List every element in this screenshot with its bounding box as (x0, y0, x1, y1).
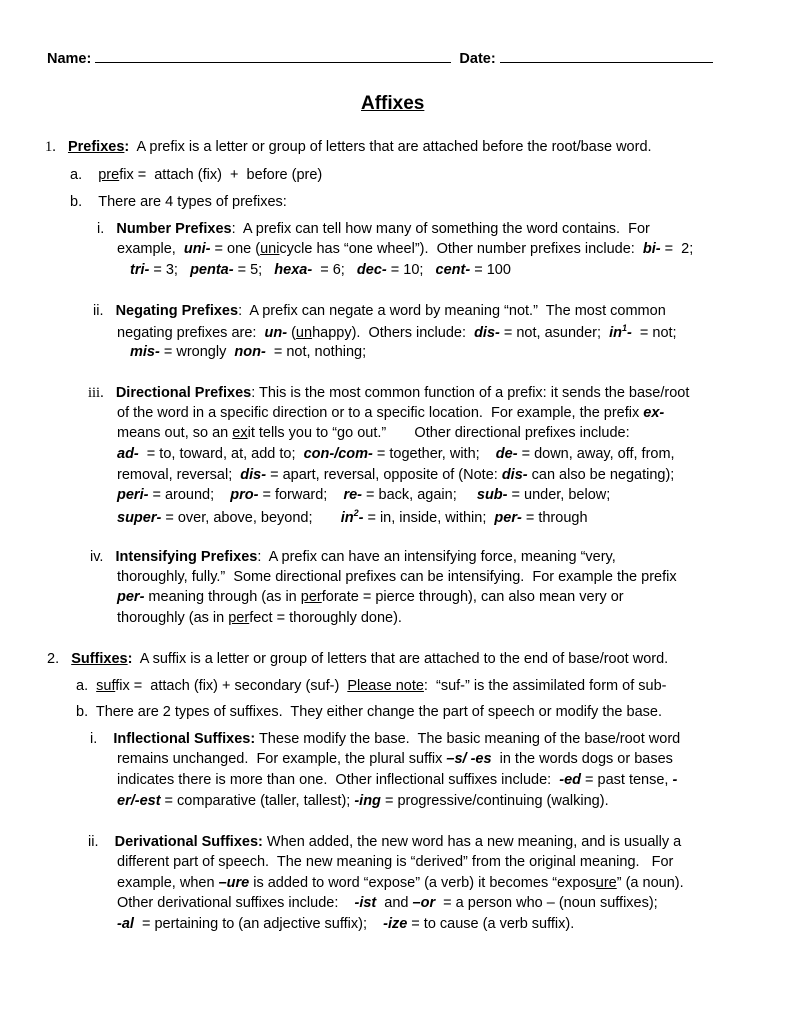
list-item: iv. Intensifying Prefixes: A prefix can have an intensifying force, meaning “very, (90, 549, 616, 565)
paragraph-line: er/-est = comparative (taller, tallest); -ing = progressive/continuing (walking). (117, 793, 609, 809)
list-item: a. suffix = attach (fix) + secondary (suf-) Please note: “suf-” is the assimilated form of sub- (76, 678, 667, 694)
paragraph-line: mis- = wrongly non- = not, nothing; (130, 344, 367, 360)
name-blank-line[interactable] (95, 48, 451, 63)
list-item: ii. Derivational Suffixes: When added, the new word has a new meaning, and is usually a (88, 834, 682, 850)
date-label: Date: (459, 51, 496, 67)
list-item: ii. Negating Prefixes: A prefix can negate a word by meaning “not.” The most common (93, 303, 666, 319)
list-item: a. prefix = attach (fix) + before (pre) (70, 167, 323, 183)
section-1-heading: 1. Prefixes: A prefix is a letter or group of letters that are attached before the root/base word. (45, 139, 652, 155)
list-item: iii. Directional Prefixes: This is the most common function of a prefix: it sends the base/root (88, 385, 690, 401)
paragraph-line: negating prefixes are: un- (unhappy). Others include: dis- = not, asunder; $in^1-$ = not; (117, 323, 677, 341)
list-item: b. There are 2 types of suffixes. They either change the part of speech or modify the base. (76, 704, 662, 720)
paragraph-line: thoroughly, fully.” Some directional prefixes can be intensifying. For example the prefix (117, 569, 677, 585)
paragraph-line: removal, reversal; dis- = apart, reversal, opposite of (Note: dis- can also be negating); (117, 467, 675, 483)
paragraph-line: of the word in a specific direction or to a specific location. For example, the prefix ex- (117, 405, 665, 421)
paragraph-line: thoroughly (as in perfect = thoroughly done). (117, 610, 402, 626)
list-item: i. Inflectional Suffixes: These modify the base. The basic meaning of the base/root word (90, 731, 681, 747)
paragraph-line: peri- = around; pro- = forward; re- = back, again; sub- = under, below; (117, 487, 611, 503)
paragraph-line: ad- = to, toward, at, add to; con-/com- = together, with; de- = down, away, off, from, (117, 446, 675, 462)
paragraph-line: -al = pertaining to (an adjective suffix); -ize = to cause (a verb suffix). (117, 916, 575, 932)
list-item: b. There are 4 types of prefixes: (70, 194, 287, 210)
paragraph-line: different part of speech. The new meaning is “derived” from the original meaning. For (117, 854, 674, 870)
page-title: Affixes (361, 93, 425, 114)
list-item: i. Number Prefixes: A prefix can tell how many of something the word contains. For (97, 221, 650, 237)
date-blank-line[interactable] (500, 48, 713, 63)
paragraph-line: indicates there is more than one. Other inflectional suffixes include: -ed = past tense, - (117, 772, 678, 788)
paragraph-line: Other derivational suffixes include: -ist and –or = a person who – (noun suffixes); (117, 895, 658, 911)
name-field-row (47, 48, 713, 67)
paragraph-line: example, uni- = one (unicycle has “one wheel”). Other number prefixes include: bi- = 2; (117, 241, 694, 257)
paragraph-line: super- = over, above, beyond; $in^2-$ = in, inside, within; per- = through (117, 508, 588, 526)
section-2-heading: 2. Suffixes: A suffix is a letter or group of letters that are attached to the end of base/root word. (47, 651, 669, 667)
paragraph-line: per- meaning through (as in perforate = pierce through), can also mean very or (117, 589, 624, 605)
paragraph-line: tri- = 3; penta- = 5; hexa- = 6; dec- = 10; cent- = 100 (130, 262, 511, 278)
name-label: Name: (47, 51, 92, 67)
paragraph-line: means out, so an exit tells you to “go out.” Other directional prefixes include: (117, 425, 630, 441)
paragraph-line: remains unchanged. For example, the plural suffix –s/ -es in the words dogs or bases (117, 751, 673, 767)
paragraph-line: example, when –ure is added to word “expose” (a verb) it becomes “exposure” (a noun). (117, 875, 684, 891)
